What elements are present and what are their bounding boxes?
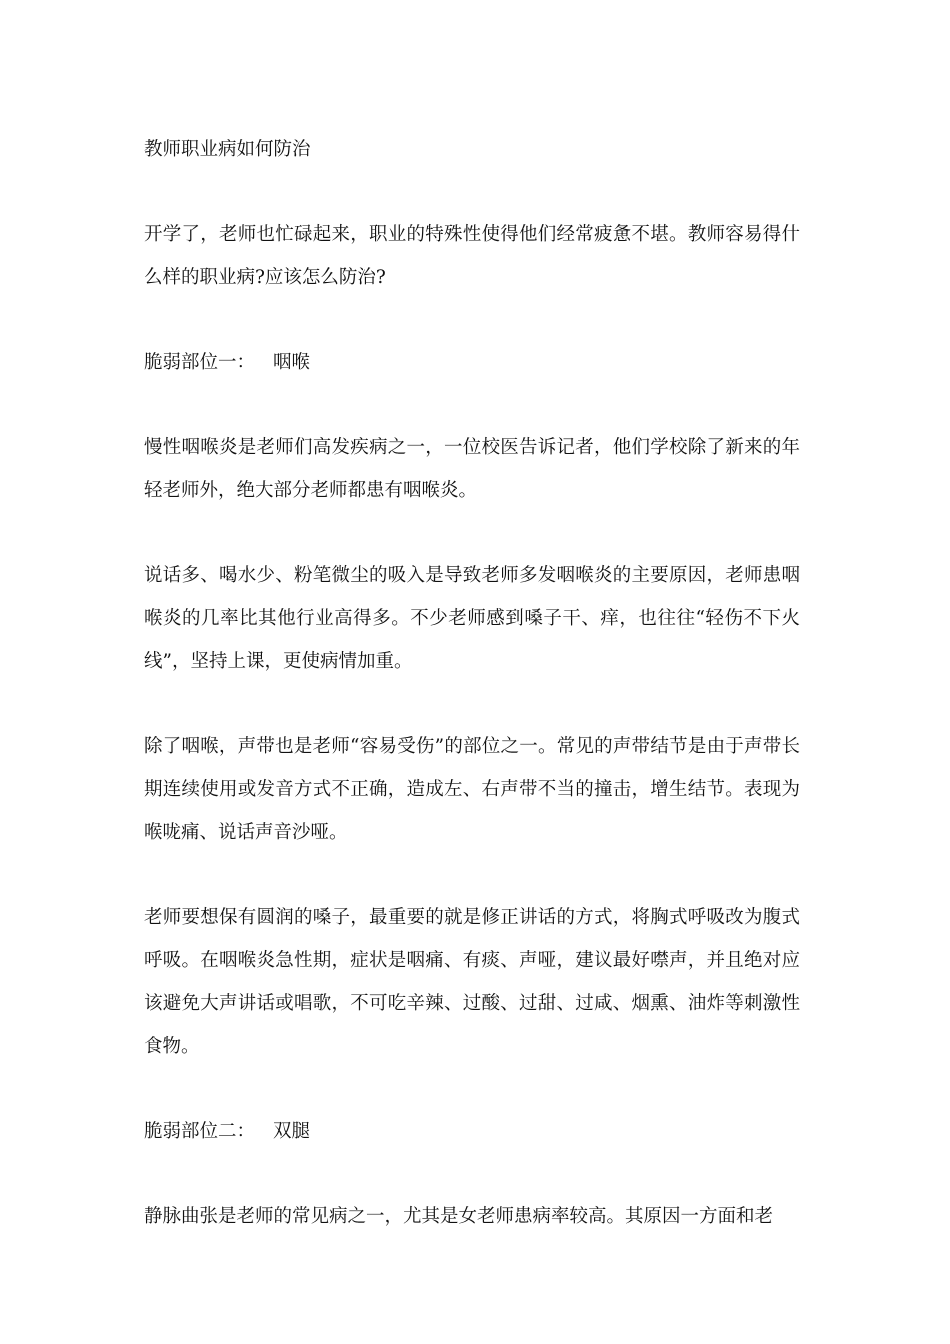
intro-paragraph: 开学了，老师也忙碌起来，职业的特殊性使得他们经常疲惫不堪。教师容易得什么样的职业病?应该怎么防治? <box>144 224 800 288</box>
document-title: 教师职业病如何防治 <box>144 139 311 160</box>
section-heading-label: 脆弱部位二： <box>144 1121 256 1142</box>
paragraph-1: 慢性咽喉炎是老师们高发疾病之一，一位校医告诉记者，他们学校除了新来的年轻老师外，绝大部分老师都患有咽喉炎。 <box>144 437 800 501</box>
section-heading-2 <box>144 1110 800 1153</box>
section-heading-1 <box>144 341 800 384</box>
paragraph-3: 除了咽喉，声带也是老师“容易受伤”的部位之一。常见的声带结节是由于声带长期连续使用或发音方式不正确，造成左、右声带不当的撞击，增生结节。表现为喉咙痛、说话声音沙哑。 <box>144 736 800 843</box>
document-body <box>144 128 800 1280</box>
section-heading-part: 双腿 <box>273 1121 311 1142</box>
section-heading-label: 脆弱部位一： <box>144 352 256 373</box>
paragraph-4: 老师要想保有圆润的嗓子，最重要的就是修正讲话的方式，将胸式呼吸改为腹式呼吸。在咽喉炎急性期，症状是咽痛、有痰、声哑，建议最好噤声，并且绝对应该避免大声讲话或唱歌，不可吃辛辣、过酸、过甜、过咸、烟熏、油炸等刺激性食物。 <box>144 907 800 1057</box>
paragraph-5: 静脉曲张是老师的常见病之一，尤其是女老师患病率较高。其原因一方面和老 <box>144 1206 774 1227</box>
paragraph-2: 说话多、喝水少、粉笔微尘的吸入是导致老师多发咽喉炎的主要原因，老师患咽喉炎的几率比其他行业高得多。不少老师感到嗓子干、痒，也往往“轻伤不下火线”，坚持上课，更使病情加重。 <box>144 565 800 672</box>
section-heading-part: 咽喉 <box>273 352 311 373</box>
